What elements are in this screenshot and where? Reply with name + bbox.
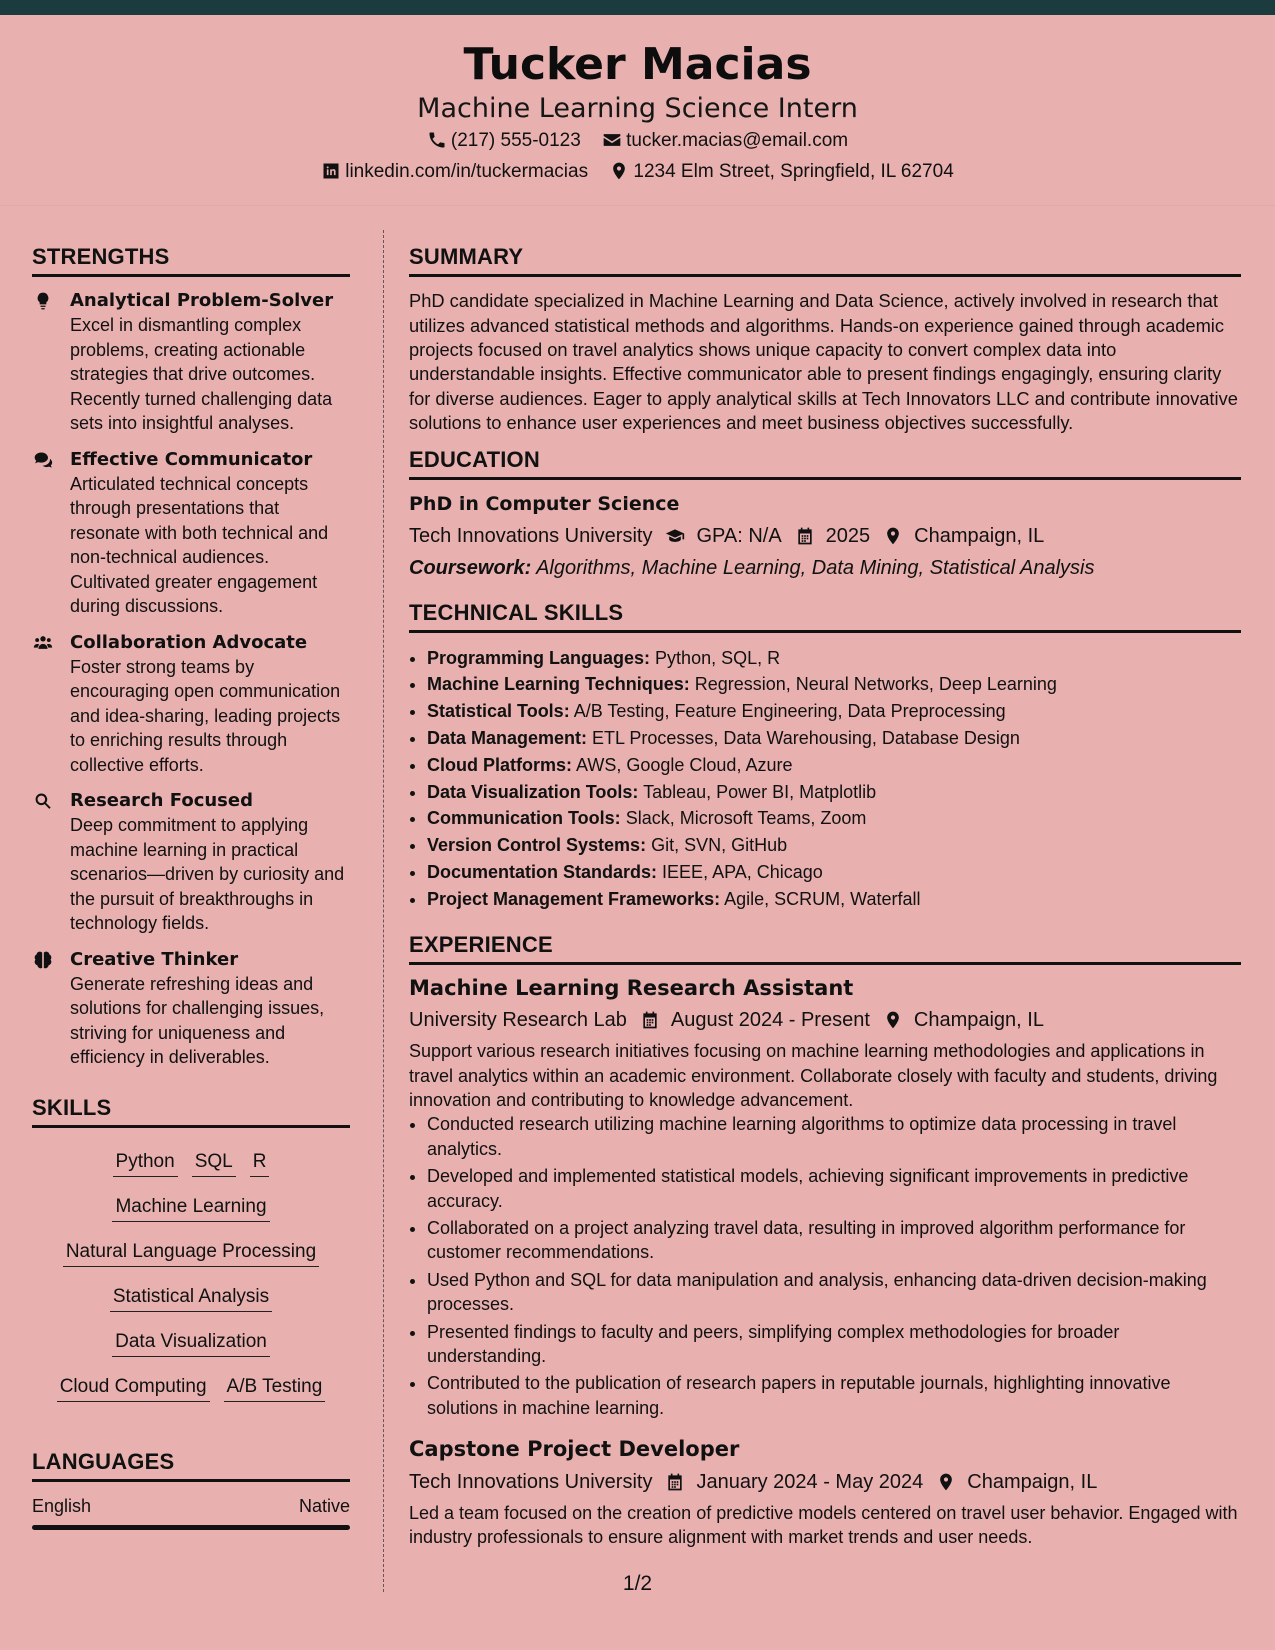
email-item[interactable] [602,130,848,150]
job-bullets [409,1112,1241,1420]
technical-skill-value: Slack, Microsoft Teams, Zoom [625,808,867,829]
candidate-title: Machine Learning Science Intern [417,93,858,124]
technical-skill-label: Project Management Frameworks: [427,888,721,909]
technical-skill-value: ETL Processes, Data Warehousing, Database Design [592,728,1020,749]
job-org: University Research Lab [409,1009,627,1032]
strength-item [32,448,350,619]
job-location: Champaign, IL [967,1470,1098,1493]
job-bullet: • Collaborated on a project analyzing travel data, resulting in improved algorithm performance for customer recommendations. [427,1216,1241,1265]
experience-list [409,975,1241,1550]
technical-skill-value: Agile, SCRUM, Waterfall [724,888,921,909]
strength-body [70,789,350,936]
technical-skill-item [427,698,1241,725]
coursework [409,555,1241,581]
skill-chip: R [250,1151,270,1177]
languages-heading: LANGUAGES [32,1450,350,1482]
skill-chip: Statistical Analysis [110,1286,272,1312]
technical-skill-item [427,671,1241,698]
technical-skill-value: A/B Testing, Feature Engineering, Data Preprocessing [573,701,1006,722]
languages-list [32,1486,350,1530]
coursework-text: Algorithms, Machine Learning, Data Mining, Statistical Analysis [536,556,1095,579]
phone-text: (217) 555-0123 [450,129,581,151]
education-gpa: GPA: N/A [696,524,782,547]
strength-item [32,948,350,1070]
address-item [609,161,953,181]
education-year: 2025 [825,524,871,547]
calendar-icon [794,526,816,546]
job-org: Tech Innovations University [409,1470,653,1493]
job-meta [409,1007,1241,1033]
calendar-icon [639,1010,661,1030]
linkedin-item[interactable] [321,161,588,181]
language-proficiency-bar [32,1525,350,1530]
language-item [32,1486,350,1530]
technical-skill-label: Communication Tools: [427,808,621,829]
summary-heading: SUMMARY [409,245,1241,277]
job-bullet: • Contributed to the publication of research papers in reputable journals, highlighting innovative solutions in machine learning. [427,1371,1241,1420]
envelope-icon [602,130,622,150]
technical-skill-label: Data Management: [427,728,588,749]
education-location: Champaign, IL [914,524,1045,547]
technical-skill-item [427,725,1241,752]
right-column [409,245,1241,1565]
technical-skill-label: Documentation Standards: [427,862,658,883]
calendar-icon [664,1472,686,1492]
linkedin-icon [321,161,341,181]
job-description: Support various research initiatives focusing on machine learning methodologies and applications in travel analytics within an academic environment. Collaborate closely with faculty and students, driving innovation and contributing to knowledge advancement. [409,1041,1218,1110]
strength-icon-wrap [32,448,70,619]
map-marker-icon [882,526,904,546]
page-number: 1/2 [622,1572,653,1595]
education-heading: EDUCATION [409,448,1241,480]
strength-text: Generate refreshing ideas and solutions for challenging issues, striving for uniqueness and efficiency in deliverables. [70,973,325,1068]
strength-item [32,789,350,936]
brain-icon [32,950,54,970]
linkedin-text: linkedin.com/in/tuckermacias [345,160,589,182]
map-marker-icon [609,161,629,181]
skills-heading: SKILLS [32,1096,350,1128]
technical-skill-label: Programming Languages: [427,647,651,668]
technical-skill-label: Cloud Platforms: [427,754,573,775]
technical-skill-item [427,752,1241,779]
candidate-name: Tucker Macias [463,39,812,90]
job-bullet: • Developed and implemented statistical models, achieving significant improvements in predictive accuracy. [427,1164,1241,1213]
strength-title: Research Focused [70,790,253,812]
experience-item [409,975,1241,1420]
technical-skill-item [427,859,1241,886]
skill-chip: Python [113,1151,178,1177]
strength-title: Creative Thinker [70,948,239,970]
technical-skill-label: Version Control Systems: [427,835,647,856]
strength-icon-wrap [32,631,70,778]
technical-skill-value: AWS, Google Cloud, Azure [576,754,793,775]
strength-title: Collaboration Advocate [70,631,308,653]
strength-text: Articulated technical concepts through presentations that resonate with both technical and non-technical audiences. Cultivated greater engagement during discussions. [70,473,329,617]
address-text: 1234 Elm Street, Springfield, IL 62704 [633,160,954,182]
strengths-list [32,289,350,1070]
graduation-cap-icon [664,526,686,546]
skill-chip: SQL [192,1151,236,1177]
technical-skill-label: Data Visualization Tools: [427,781,639,802]
strength-item [32,631,350,778]
job-dates: January 2024 - May 2024 [696,1470,924,1493]
strength-body [70,948,350,1070]
strength-body [70,448,350,619]
job-title: Capstone Project Developer [409,1437,740,1462]
skill-chip: Cloud Computing [57,1376,210,1402]
strength-title: Effective Communicator [70,448,313,470]
skill-chip: Machine Learning [112,1196,269,1222]
contact-row-1 [0,130,1275,154]
job-bullet: • Presented findings to faculty and peers, simplifying complex methodologies for broader understanding. [427,1320,1241,1369]
job-bullet: • Used Python and SQL for data manipulation and analysis, enhancing data-driven decision-making processes. [427,1268,1241,1317]
education-degree: PhD in Computer Science [409,492,680,515]
experience-heading: EXPERIENCE [409,933,1241,965]
resume-header [0,15,1275,206]
technical-skill-item [427,805,1241,832]
skills-list [32,1140,350,1412]
education-meta [409,523,1241,549]
search-icon [32,791,54,811]
technical-skill-label: Machine Learning Techniques: [427,674,690,695]
technical-skill-value: Tableau, Power BI, Matplotlib [643,781,877,802]
technical-skill-value: Regression, Neural Networks, Deep Learning [694,674,1057,695]
strength-body [70,631,350,778]
comments-icon [32,450,54,470]
strength-title: Analytical Problem-Solver [70,290,334,312]
language-level: Native [298,1496,350,1517]
job-bullet: • Conducted research utilizing machine learning algorithms to optimize data processing in travel analytics. [427,1112,1241,1161]
experience-item [409,1436,1241,1549]
strength-icon-wrap [32,289,70,436]
job-dates: August 2024 - Present [670,1009,870,1032]
strength-icon-wrap [32,948,70,1070]
technical-skills-list [409,645,1241,913]
technical-skill-value: Python, SQL, R [655,647,781,668]
education-school: Tech Innovations University [409,524,653,547]
job-meta [409,1469,1241,1495]
strength-text: Deep commitment to applying machine learning in practical scenarios—driven by curiosity and the pursuit of breakthroughs in technology fields. [70,815,345,934]
map-marker-icon [935,1472,957,1492]
skill-chip: Natural Language Processing [63,1241,319,1267]
technical-skill-value: Git, SVN, GitHub [651,835,788,856]
strength-icon-wrap [32,789,70,936]
skill-chip: A/B Testing [224,1376,326,1402]
job-location: Champaign, IL [913,1009,1044,1032]
coursework-label: Coursework: [409,556,532,579]
map-marker-icon [882,1010,904,1030]
strength-text: Excel in dismantling complex problems, creating actionable strategies that drive outcomes. Recently turned challenging data sets into insightful analyses. [70,315,333,434]
strength-item [32,289,350,436]
lightbulb-icon [32,291,54,311]
skill-chip: Data Visualization [112,1331,270,1357]
left-column [32,245,350,1530]
technical-skill-item [427,886,1241,913]
technical-skill-label: Statistical Tools: [427,701,570,722]
email-text: tucker.macias@email.com [626,129,849,151]
strength-text: Foster strong teams by encouraging open communication and idea-sharing, leading projects to enriching results through collective efforts. [70,656,341,775]
summary-text: PhD candidate specialized in Machine Learning and Data Science, actively involved in research that utilizes advanced statistical methods and algorithms. Hands-on experience gained through academic projects focused on travel analytics shows unique capacity to convert complex data into understandable insights. Effective communicator able to present findings engagingly, ensuring clarity for diverse audiences. Eager to apply analytical skills at Tech Innovators LLC and contribute innovative solutions to enhance user experiences and meet business objectives successfully. [409,290,1238,434]
language-name: English [32,1496,92,1517]
contact-row-2 [0,161,1275,185]
phone-icon [427,130,447,150]
technical-skill-item [427,779,1241,806]
job-description: Led a team focused on the creation of predictive models centered on travel user behavior. Engaged with industry professionals to ensure alignment with market trends and user needs. [409,1502,1238,1547]
top-bar [0,0,1275,15]
users-icon [32,633,54,653]
strength-body [70,289,350,436]
column-divider [383,230,384,1592]
technical-skill-item [427,832,1241,859]
job-title: Machine Learning Research Assistant [409,975,854,1000]
technical-skill-value: IEEE, APA, Chicago [662,862,823,883]
technical-skill-item [427,645,1241,672]
technical-skills-heading: TECHNICAL SKILLS [409,601,1241,633]
strengths-heading: STRENGTHS [32,245,350,277]
phone-item[interactable] [427,130,581,150]
